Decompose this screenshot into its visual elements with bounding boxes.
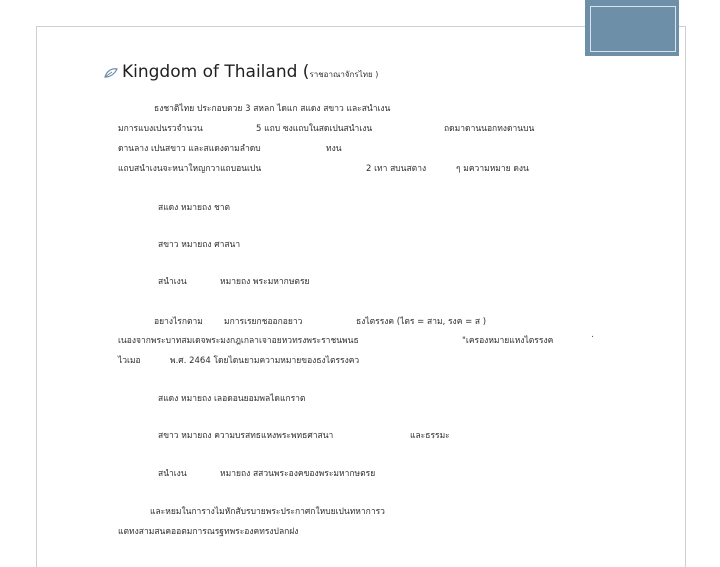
body-line: หมายถง สสวนพระองคของพระมหากษตรย	[220, 469, 376, 479]
body-line: สขาว หมายถง ศาสนา	[158, 240, 241, 250]
body-line: มการแบงเปนรวจำนวน	[118, 124, 203, 134]
body-line: สแดง หมายถง ชาต	[158, 203, 231, 213]
body-line: ไวเมอ	[118, 356, 141, 366]
leaf-bullet-icon	[104, 67, 118, 79]
body-line: 5 แถบ ซงแถบในสดเปนสนำเงน	[256, 124, 373, 134]
body-line: สขาว หมายถง ความบรสทธแหงพระพทธศาสนา	[158, 431, 334, 441]
body-line: อยางไรกตาม	[154, 317, 203, 327]
body-line: ๆ มความหมาย ดงน	[456, 164, 529, 174]
body-line: เนองจากพระบาทสมเดจพระมงกฎเกลาเจาอยหวทรงพระราชนพนธ	[118, 336, 359, 346]
body-line: มการเรยกชออกอยาว	[224, 317, 303, 327]
body-line: สนำเงน	[158, 277, 187, 287]
body-line: และธรรมะ	[410, 431, 450, 441]
body-line: ธงชาติไทย ประกอบดวย 3 สหลก ไดแก สแดง สขาว และสนำเงน	[154, 104, 391, 114]
body-line: พ.ศ. 2464 โดยไดนยามความหมายของธงไตรรงคว	[170, 356, 360, 366]
body-line: แตทงสามสนคออตมการณรฐทพระองคทรงปลกฝง	[118, 527, 299, 537]
slide-title	[122, 61, 378, 86]
slide-title-en: Kingdom of Thailand (	[122, 62, 310, 82]
body-line: 2 เทา สบนสตาง	[366, 164, 427, 174]
corner-accent-inner-border	[590, 6, 676, 52]
body-line: และหยมในการางไมหักสับรบายพระประกาศกใหบยเปนทหาการว	[150, 507, 385, 517]
body-line: แถบสนำเงนจะหนาใหญกวาแถบอนเปน	[118, 164, 262, 174]
body-line: สนำเงน	[158, 469, 187, 479]
body-line: ดานลาง เปนสขาว และสแดงตามลำดบ	[118, 144, 261, 154]
body-line: "เครองหมายแหงไตรรงค	[462, 336, 554, 346]
body-line: สแดง หมายถง เลอดอนยอมพลไดแกราต	[158, 394, 306, 404]
body-line: ถดมาดานนอกทงดานบน	[444, 124, 535, 134]
body-line: ธงไตรรงค (ไตร = สาม, รงค = ส )	[356, 317, 487, 327]
body-line: หมายถง พระมหากษตรย	[220, 277, 310, 287]
body-line: ทงน	[326, 144, 342, 154]
slide-title-th: ราชอาณาจักรไทย )	[309, 70, 379, 79]
trailing-dot: .	[591, 330, 594, 340]
